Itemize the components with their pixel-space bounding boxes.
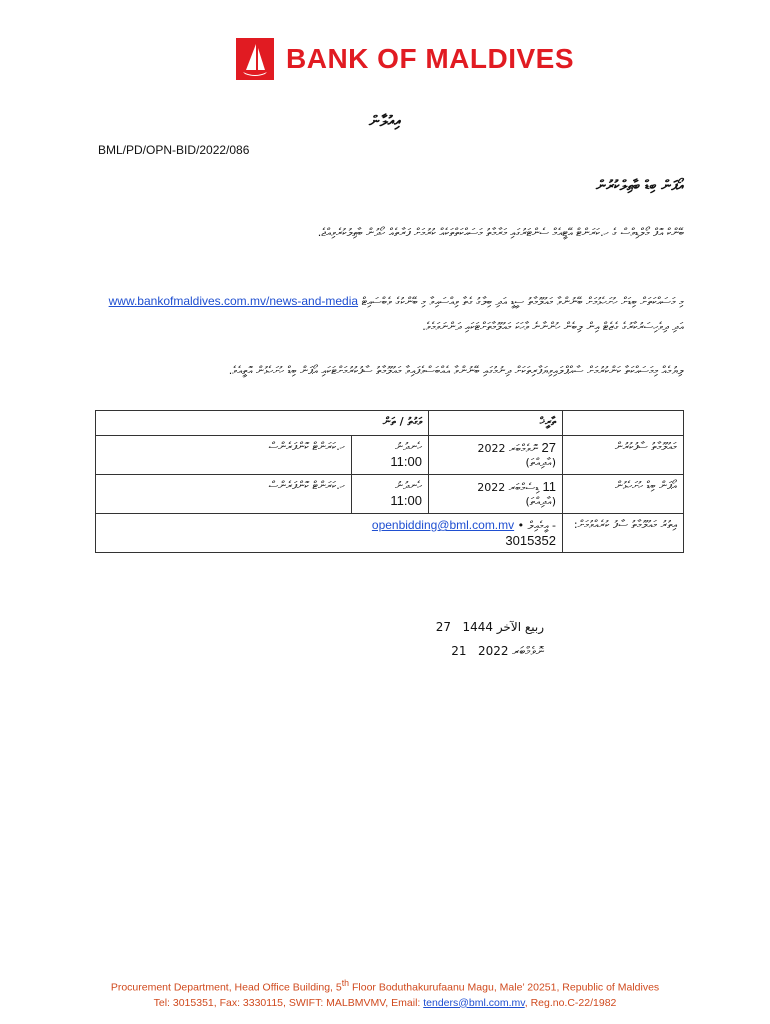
table-row xyxy=(96,514,684,553)
time-label: ހެނދުނު xyxy=(395,440,422,453)
reference-number: BML/PD/OPN-BID/2022/086 xyxy=(98,143,250,157)
time-value: 11:00 xyxy=(390,493,422,508)
paragraph-2-text-a: މި މަސައްކަތަށް ބިޑަށް ހުށަހެޅުމަށް ބޭނުންވާ މައުލޫމާތު ސީޑީ އަދި ބިލާގު ގެތާ ވިއްސައިވާ މި ބޭންކުގެ ވެބްސައިޓް xyxy=(361,295,684,308)
hijri-day: 27 xyxy=(435,620,451,634)
contact-phone: 3015352 xyxy=(505,533,556,548)
website-link[interactable]: www.bankofmaldives.com.mv/news-and-media xyxy=(108,294,359,308)
contact-email-link[interactable]: openbidding@bml.com.mv xyxy=(371,518,515,532)
time-cell xyxy=(352,475,429,514)
footer-contact-b: , Reg.no.C-22/1982 xyxy=(524,996,617,1009)
header-time-place: ވަގުތު / ތަން xyxy=(96,411,429,436)
gregorian-day: 21 xyxy=(451,644,467,658)
gregorian-month-year: ނޮވެމްބަރ 2022 xyxy=(477,644,544,658)
date-cell xyxy=(429,436,563,475)
time-label: ހެނދުނު xyxy=(395,479,422,492)
date-day-number: 27 xyxy=(541,440,556,455)
date-day-number: 11 xyxy=(542,479,556,494)
table-row xyxy=(96,475,684,514)
footer xyxy=(0,976,770,1011)
hijri-month-year: ربيع الآخر 1444 xyxy=(462,620,544,634)
footer-contact-a: Tel: 3015351, Fax: 3330115, SWIFT: MALBMVMV, Email: xyxy=(153,996,424,1009)
schedule-table xyxy=(95,410,684,553)
bank-name: BANK OF MALDIVES xyxy=(286,43,574,74)
date-weekday: (އާދިއްތަ) xyxy=(525,495,556,508)
date-weekday: (އާދިއްތަ) xyxy=(525,456,556,469)
contact-cell xyxy=(96,514,563,553)
contact-label: އިތުރު މައުލޫމާތު ސާފު ކުރެއްވުމަށް: xyxy=(563,514,684,553)
footer-address-a: Procurement Department, Head Office Building, 5 xyxy=(110,981,342,994)
document-dates xyxy=(436,615,544,663)
event-cell: މައުލޫމާތު ސާފުކުރުން xyxy=(563,436,684,475)
date-month: ނޮވެމްބަރ 2022 xyxy=(477,442,539,455)
footer-address-b: Floor Boduthakurufaanu Magu, Male’ 20251, Republic of Maldives xyxy=(349,981,660,994)
bank-logo-icon xyxy=(236,38,274,80)
place-cell: ހ.ކަރަންޓް ކޮންފަރެންސް xyxy=(96,436,352,475)
place-cell: ހ.ކަރަންޓް ކޮންފަރެންސް xyxy=(96,475,352,514)
table-row xyxy=(96,436,684,475)
paragraph-1: ބޭންކް އޮފް މޯލްޑިވްސް ގެ ހ.ކަރަންޓް އޭޓީއެމް ސެންޓަރުގައި މަރާމާތު މަސައްކަތްތަކެއް ކުރުމަށް ފަރާތެއް ހޯދުން ބާޠިލުކުރެވިއްޖެ. xyxy=(317,226,684,239)
page-title: އިއުލާން xyxy=(368,112,402,130)
paragraph-3: ލިޔުމެއް މިމަސައްކަތާ ކަންކުރުމަށް ސާއްޕްލައިވިޔަފާރިތަކަށް ދިނުމުގައި ބޭނުންވާ އެއްބަސްވެފައިވާ މައުލޫމާތު ސާފުކުރުމަށްޓަކައި އޯޕަން ބިޑް ހުށަހެޅުން އޮތީއެވެ. xyxy=(228,364,684,377)
hijri-date xyxy=(436,615,544,639)
time-cell xyxy=(352,436,429,475)
table-header-row xyxy=(96,411,684,436)
subject-heading: އޯޕަން ބިޑް ބާޠިލްކުރުން xyxy=(595,178,684,194)
event-cell: އޯޕަން ބިޑް ހުށަހެޅުން xyxy=(563,475,684,514)
date-month: ޑިސެމްބަރ 2022 xyxy=(477,481,539,494)
gregorian-date xyxy=(436,639,544,663)
footer-email-link[interactable]: tenders@bml.com.mv xyxy=(423,996,525,1009)
bank-logo xyxy=(236,38,574,80)
footer-address-sup: th xyxy=(341,978,350,988)
contact-email-prefix: • އީމެއިލް - xyxy=(517,519,556,532)
paragraph-2 xyxy=(96,289,684,339)
header-date: ތާރީޚް xyxy=(429,411,563,436)
time-value: 11:00 xyxy=(390,454,422,469)
footer-address xyxy=(0,976,770,996)
footer-contact xyxy=(0,996,770,1011)
date-cell xyxy=(429,475,563,514)
header-event xyxy=(563,411,684,436)
paragraph-2-text-b: އަދި ދިވެހިސަރުކާރުގެ ގެޒެޓް އިން ލިބެން ހުންނާނެ ވާހަކަ މައުލޫމާތަށްޓަކައި ދަންނަވަމެވެ. xyxy=(422,320,684,333)
